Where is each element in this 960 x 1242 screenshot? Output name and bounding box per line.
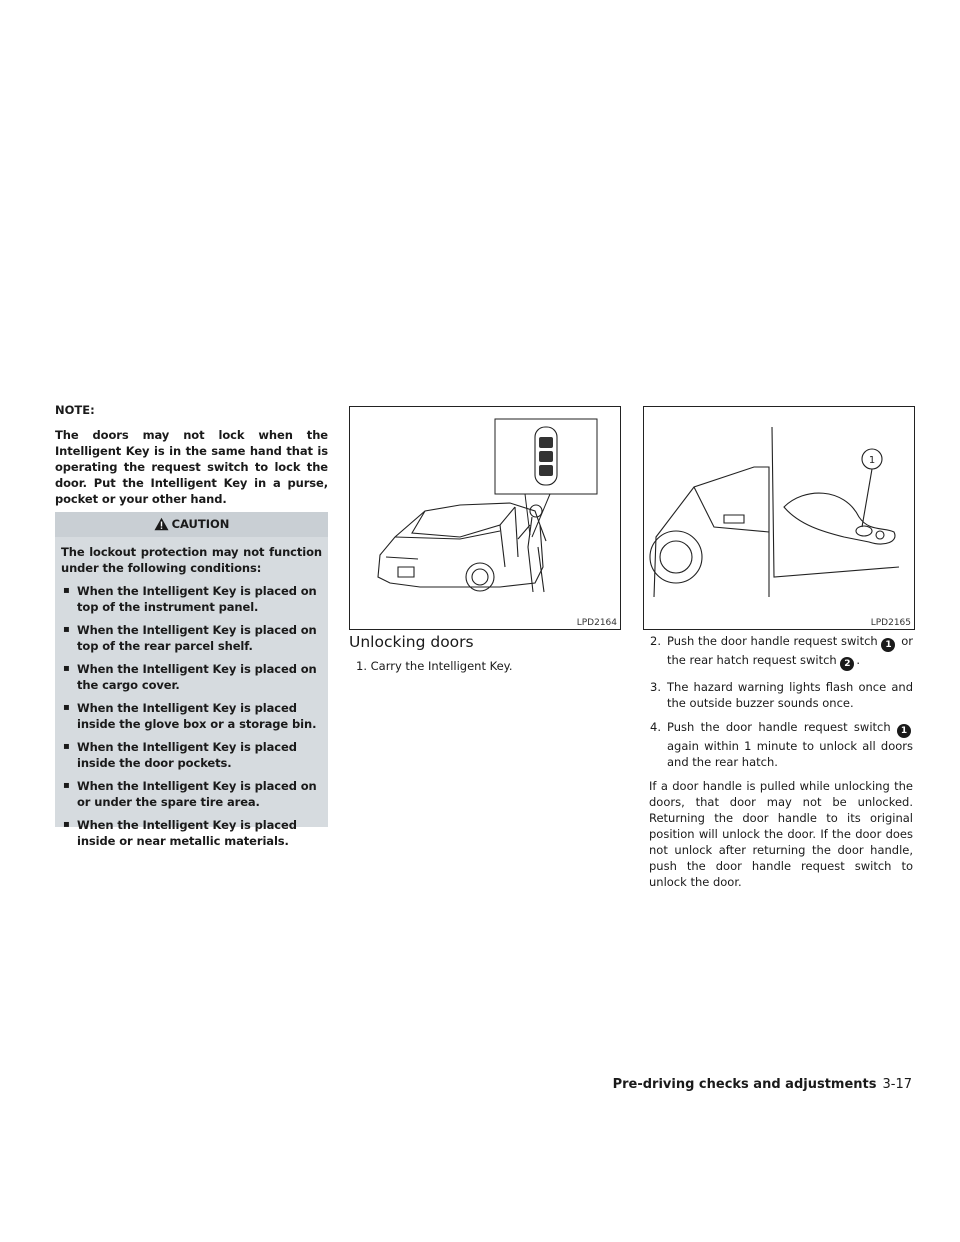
circle-1-icon: 1 bbox=[881, 638, 895, 652]
list-item: ▪ When the Intelligent Key is placed inside the glove box or a storage bin. bbox=[61, 700, 322, 732]
caution-header bbox=[55, 512, 328, 537]
car-with-person-illustration bbox=[350, 407, 620, 629]
figure-car-key bbox=[349, 406, 621, 630]
list-item: ▪ When the Intelligent Key is placed on top of the rear parcel shelf. bbox=[61, 622, 322, 654]
body-paragraph: If a door handle is pulled while unlocking the doors, that door may not be unlocked. Returning the door handle to its original position will unlock the door. If the door does not unlock after returning the door handle, push the door handle request switch to unlock the door. bbox=[649, 779, 913, 889]
step-2: 2. Push the door handle request switch 1 or the rear hatch request switch 2 . bbox=[650, 634, 913, 669]
note-label: NOTE: bbox=[55, 403, 95, 417]
list-item: ▪ When the Intelligent Key is placed on the cargo cover. bbox=[61, 661, 322, 693]
list-item: ▪ When the Intelligent Key is placed on or under the spare tire area. bbox=[61, 778, 322, 810]
page-number: 3-17 bbox=[882, 1077, 912, 1092]
step-1: 1. Carry the Intelligent Key. bbox=[356, 659, 513, 673]
list-item: ▪ When the Intelligent Key is placed on top of the instrument panel. bbox=[61, 583, 322, 615]
circle-2-icon: 2 bbox=[840, 657, 854, 671]
chapter-title: Pre-driving checks and adjustments bbox=[612, 1077, 877, 1092]
list-item: ▪ When the Intelligent Key is placed inside the door pockets. bbox=[61, 739, 322, 771]
step-3: 3. The hazard warning lights flash once and the outside buzzer sounds once. bbox=[650, 680, 913, 710]
page-footer bbox=[613, 1077, 912, 1092]
steps-column bbox=[643, 633, 913, 890]
note-block bbox=[55, 403, 328, 507]
figure-door-handle bbox=[643, 406, 915, 630]
step-4: 4. Push the door handle request switch 1 again within 1 minute to unlock all doors and the rear hatch. bbox=[650, 720, 913, 769]
door-handle-illustration bbox=[644, 407, 914, 629]
warning-icon bbox=[154, 517, 169, 531]
callout-1: 1 bbox=[868, 455, 876, 466]
note-text: The doors may not lock when the Intelligent Key is in the same hand that is operating the request switch to lock the door. Put the Intelligent Key in a purse, pocket or your other hand. bbox=[55, 428, 328, 506]
caution-intro: The lockout protection may not function under the following conditions: bbox=[61, 545, 322, 575]
caution-title: CAUTION bbox=[171, 517, 230, 531]
caution-box bbox=[55, 512, 328, 848]
section-heading: Unlocking doors bbox=[349, 633, 474, 651]
figure-code: LPD2165 bbox=[870, 618, 911, 628]
circle-1-icon: 1 bbox=[897, 724, 911, 738]
figure-code: LPD2164 bbox=[576, 618, 617, 628]
caution-list bbox=[61, 583, 322, 849]
list-item: ▪ When the Intelligent Key is placed inside or near metallic materials. bbox=[61, 817, 322, 849]
